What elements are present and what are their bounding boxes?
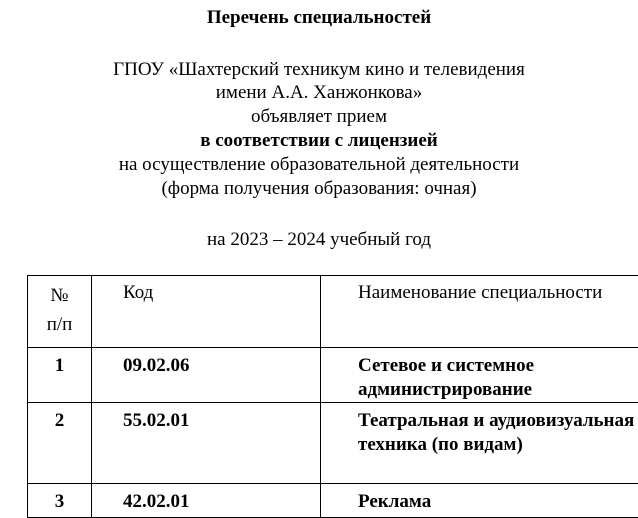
row-code: 09.02.06 bbox=[92, 348, 321, 403]
license-text: в соответствии с лицензией bbox=[200, 130, 438, 151]
header-num bbox=[28, 276, 92, 348]
row-name: Сетевое и системное администрирование bbox=[321, 348, 638, 403]
academic-year: на 2023 – 2024 учебный год bbox=[206, 229, 432, 250]
org-name-line1: ГПОУ «Шахтерский техникум кино и телевидения bbox=[113, 59, 525, 80]
education-form-text: (форма получения образования: очная) bbox=[161, 178, 477, 199]
row-num: 1 bbox=[28, 348, 92, 403]
specialties-table bbox=[27, 275, 638, 518]
row-name: Реклама bbox=[321, 484, 638, 518]
document-title: Перечень специальностей bbox=[206, 7, 432, 28]
row-num: 3 bbox=[28, 484, 92, 518]
org-name-line2: имени А.А. Ханжонкова» bbox=[215, 82, 423, 103]
header-name: Наименование специальности bbox=[321, 276, 638, 348]
row-name: Театральная и аудиовизуальная техника (по видам) bbox=[321, 403, 638, 484]
table-row bbox=[28, 348, 638, 403]
header-num-line2: п/п bbox=[46, 314, 73, 335]
row-code: 42.02.01 bbox=[92, 484, 321, 518]
announce-text: объявляет прием bbox=[251, 106, 387, 127]
table-row bbox=[28, 484, 638, 518]
row-num: 2 bbox=[28, 403, 92, 484]
table-header-row bbox=[28, 276, 638, 348]
activity-text: на осуществление образовательной деятельности bbox=[118, 154, 520, 175]
row-code: 55.02.01 bbox=[92, 403, 321, 484]
header-num-line1: № bbox=[50, 285, 69, 306]
table-row bbox=[28, 403, 638, 484]
header-code: Код bbox=[92, 276, 321, 348]
